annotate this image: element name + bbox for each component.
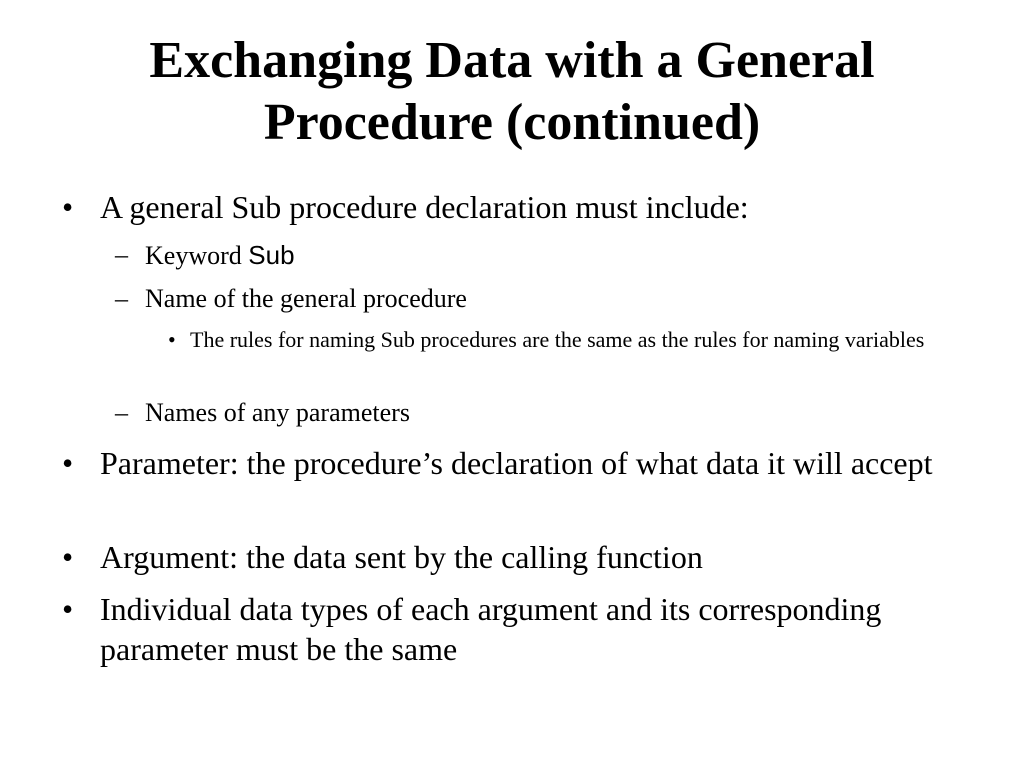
sub-bullet-item [115, 397, 975, 429]
bullet-marker: • [62, 189, 74, 225]
bullet-text: A general Sub procedure declaration must include: [100, 189, 749, 225]
bullet-item [62, 589, 982, 669]
bullet-marker: • [168, 327, 176, 352]
sub-bullet-item [115, 283, 975, 315]
bullet-marker: • [62, 591, 74, 627]
dash-marker: – [115, 240, 128, 269]
slide-title-line-1: Exchanging Data with a General [149, 32, 875, 89]
sub-bullet-text: Name of the general procedure [145, 284, 467, 313]
bullet-text: Individual data types of each argument and its corresponding parameter must be the same [100, 591, 882, 667]
dash-marker: – [115, 284, 128, 313]
sub-bullet-text [145, 239, 975, 272]
dash-marker: – [115, 398, 128, 427]
bullet-marker: • [62, 539, 74, 575]
keyword-label: Keyword [145, 241, 249, 270]
slide-title-line-2: Procedure (continued) [263, 94, 761, 151]
sub-bullet-item [115, 239, 975, 272]
sub-bullet-text: Names of any parameters [145, 398, 410, 427]
bullet-item [62, 443, 982, 483]
sub-sub-bullet-item [168, 325, 968, 355]
bullet-marker: • [62, 445, 74, 481]
bullet-text: Parameter: the procedure’s declaration of what data it will accept [100, 445, 933, 481]
sub-sub-bullet-text: The rules for naming Sub procedures are the same as the rules for naming variables [190, 327, 925, 352]
slide-title [40, 30, 984, 154]
bullet-text: Argument: the data sent by the calling function [100, 539, 703, 575]
keyword-code: Sub [248, 240, 295, 270]
bullet-item [62, 187, 982, 227]
bullet-item [62, 537, 982, 577]
